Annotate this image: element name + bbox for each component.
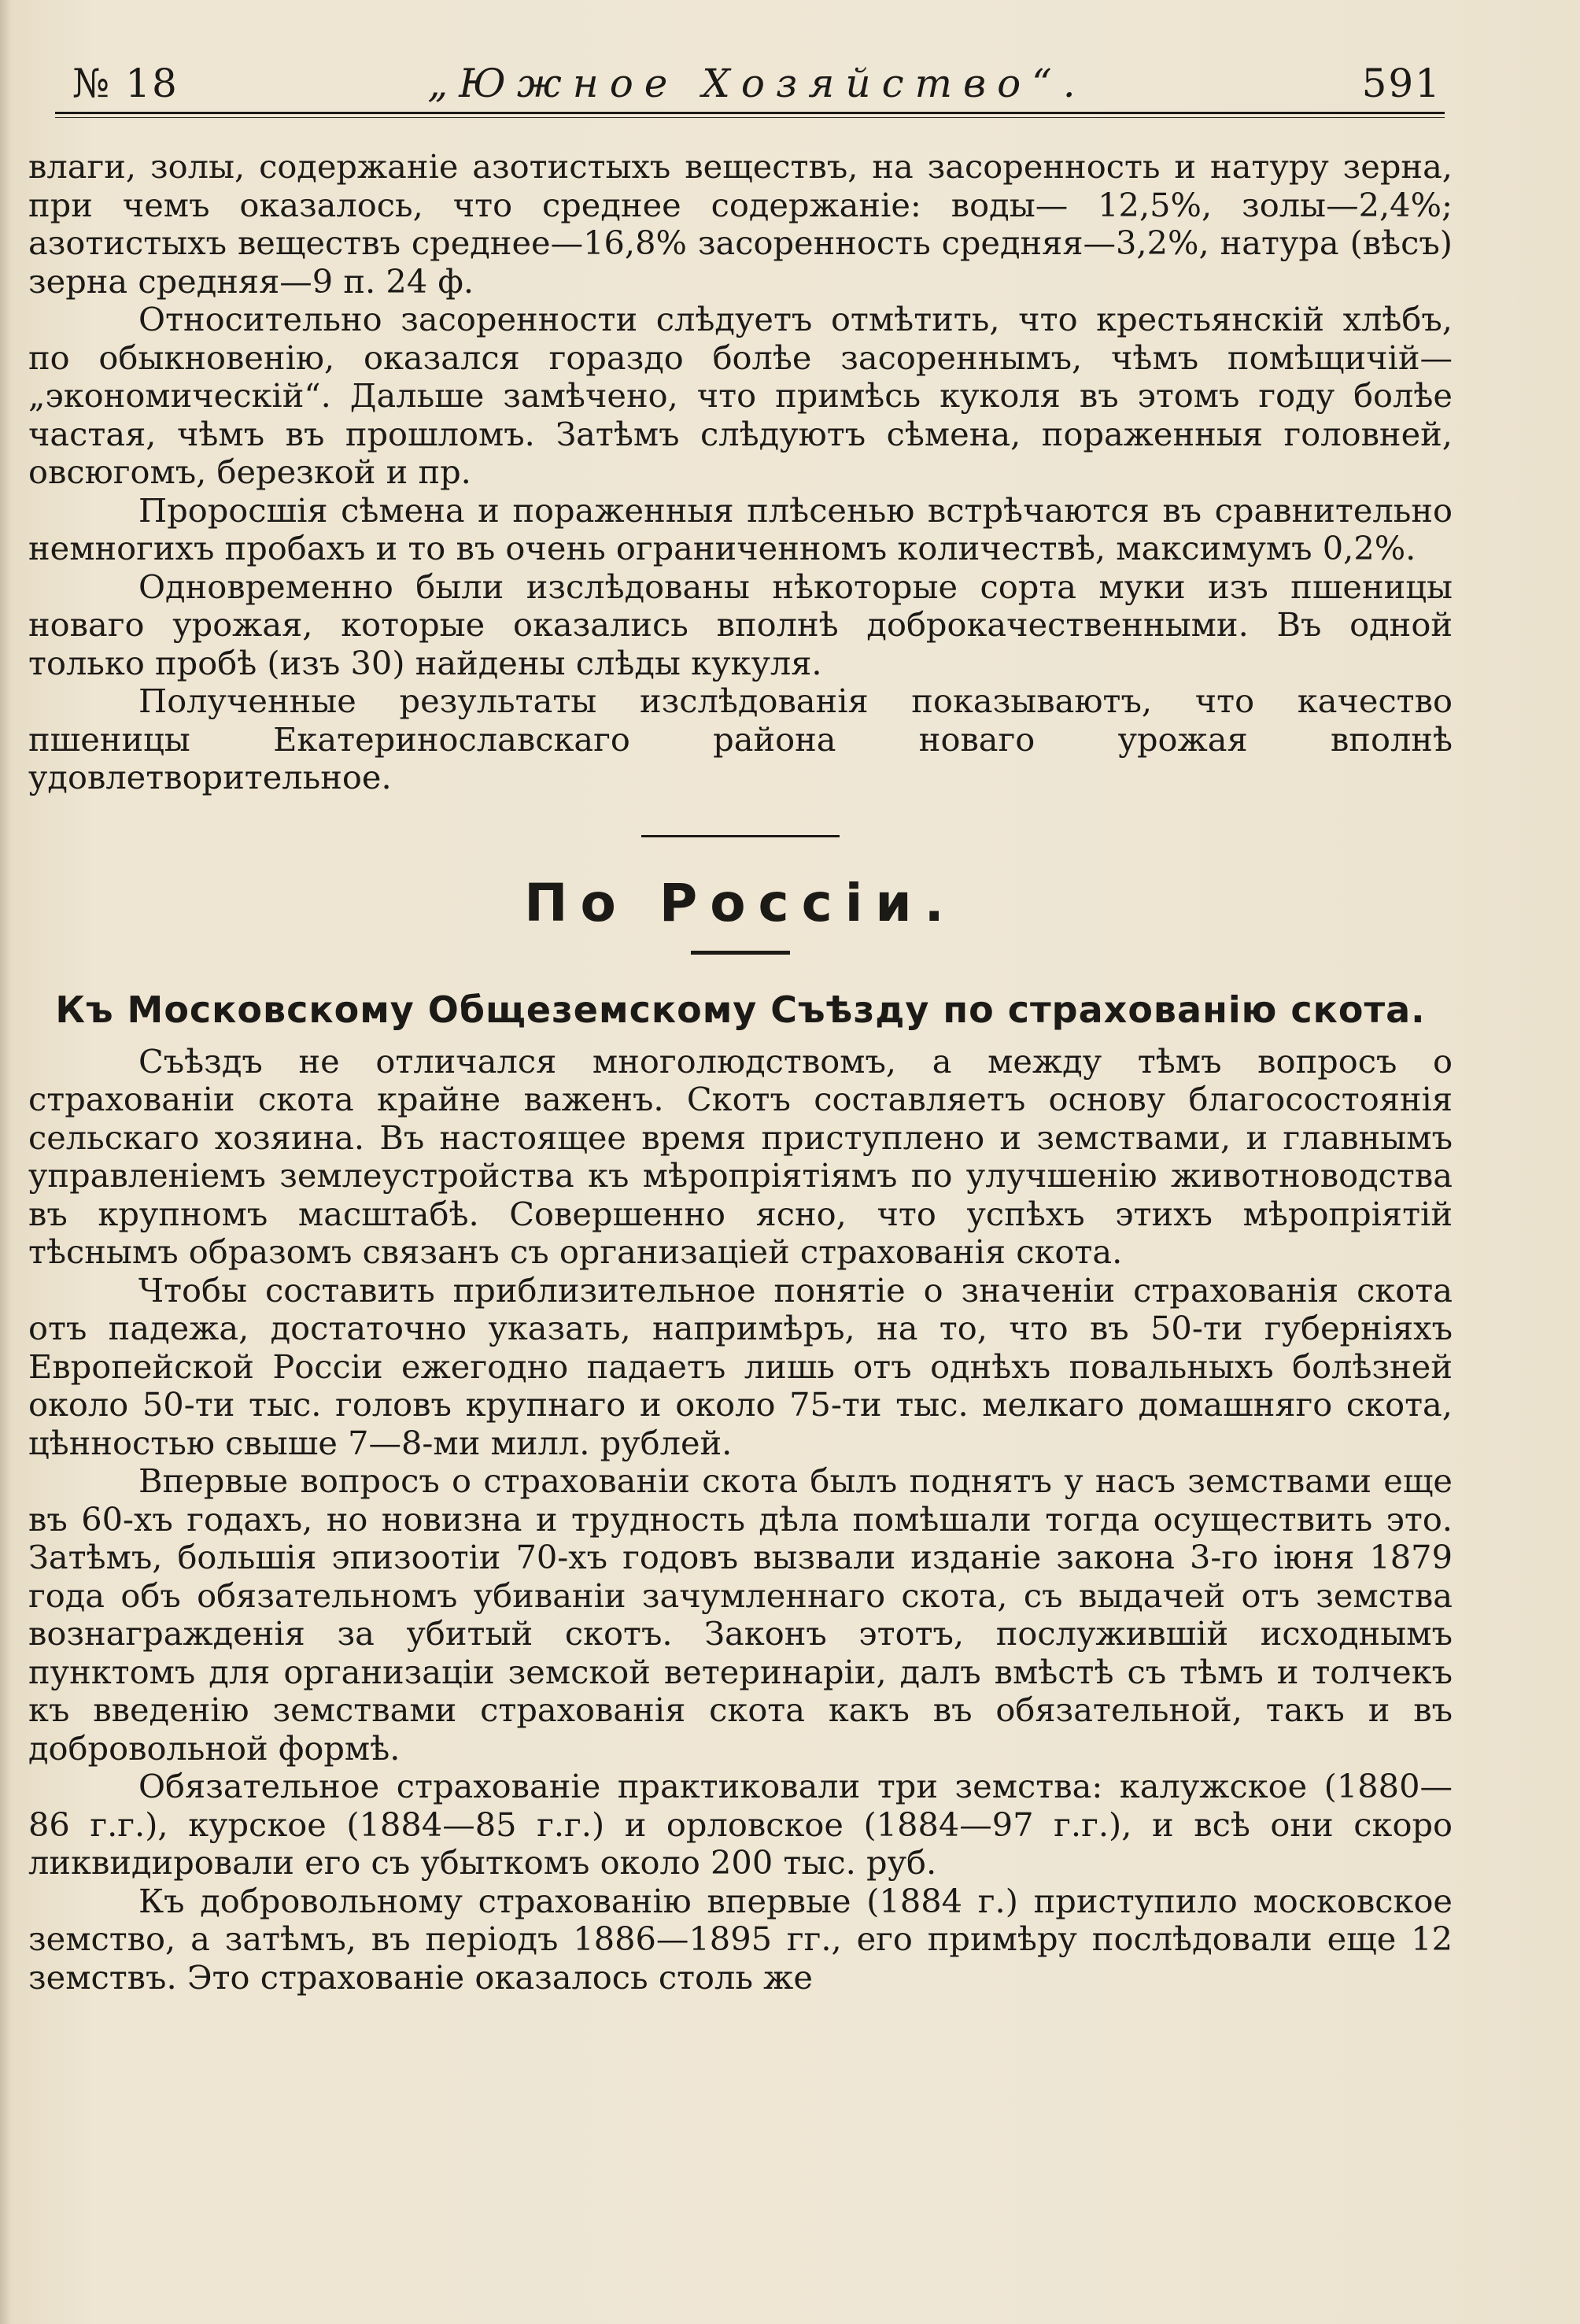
- intro-paragraph: Относительно засоренности слѣдуетъ отмѣтить, что крестьянскій хлѣбъ, по обыкновенію, оказался гораздо болѣе засореннымъ, чѣмъ помѣщичій—„экономическій“. Дальше замѣчено, что примѣсь куколя въ этомъ году болѣе частая, чѣмъ въ прошломъ. Затѣмъ слѣдуютъ сѣмена, пораженныя головней, овсюгомъ, березкой и пр.: [28, 300, 1453, 491]
- text-column: [28, 148, 1453, 1997]
- intro-paragraph: Проросшія сѣмена и пораженныя плѣсенью встрѣчаются въ сравнительно немногихъ пробахъ и то въ очень ограниченномъ количествѣ, максимумъ 0,2%.: [28, 490, 1453, 567]
- section-title-underline: [691, 951, 790, 955]
- article-paragraph: Къ добровольному страхованію впервые (1884 г.) приступило московское земство, а затѣмъ, въ періодъ 1886—1895 гг., его примѣру послѣдовали еще 12 земствъ. Это страхованіе оказалось столь же: [28, 1881, 1453, 1997]
- intro-paragraph: влаги, золы, содержаніе азотистыхъ веществъ, на засоренность и натуру зерна, при чемъ оказалось, что среднее содержаніе: воды— 12,5%, золы—2,4%; азотистыхъ веществъ среднее—16,8% засоренность средняя—3,2%, натура (вѣсъ) зерна средняя—9 п. 24 ф.: [28, 147, 1453, 301]
- article-paragraph: Съѣздъ не отличался многолюдствомъ, а между тѣмъ вопросъ о страхованіи скота крайне важенъ. Скотъ составляетъ основу благосостоянія сельскаго хозяина. Въ настоящее время приступлено и земствами, и главнымъ управленіемъ землеустройства къ мѣропріятіямъ по улучшенію животноводства въ крупномъ масштабѣ. Совершенно ясно, что успѣхъ этихъ мѣропріятій тѣснымъ образомъ связанъ съ организаціей страхованія скота.: [28, 1041, 1453, 1271]
- section-divider: [641, 835, 840, 837]
- article-title: Къ Московскому Общеземскому Съѣзду по страхованію скота.: [55, 988, 1426, 1031]
- page-number: 591: [1361, 61, 1442, 106]
- running-head: [72, 52, 1442, 115]
- section-title: По Россіи.: [524, 872, 957, 933]
- article-paragraph: Обязательное страхованіе практиковали три земства: калужское (1880—86 г.г.), курское (1884—85 г.г.) и орловское (1884—97 г.г.), и всѣ они скоро ликвидировали его съ убыткомъ около 200 тыс. руб.: [28, 1767, 1453, 1882]
- header-rule: [55, 112, 1445, 118]
- journal-title: „Южное Хозяйство“.: [427, 61, 1087, 106]
- page-binding-edge: [0, 0, 11, 2324]
- article-paragraph: Чтобы составить приблизительное понятіе о значеніи страхованія скота отъ падежа, достаточно указать, напримѣръ, на то, что въ 50-ти губерніяхъ Европейской Россіи ежегодно падаетъ лишь отъ однѣхъ повальныхъ болѣзней около 50-ти тыс. головъ крупнаго и около 75-ти тыс. мелкаго домашняго скота, цѣнностью свыше 7—8-ми милл. рублей.: [28, 1270, 1453, 1462]
- intro-paragraph: Одновременно были изслѣдованы нѣкоторые сорта муки изъ пшеницы новаго урожая, которые оказались вполнѣ доброкачественными. Въ одной только пробѣ (изъ 30) найдены слѣды кукуля.: [28, 567, 1453, 682]
- issue-number: № 18: [72, 61, 179, 106]
- intro-paragraph: Полученные результаты изслѣдованія показываютъ, что качество пшеницы Екатеринославскаго района новаго урожая вполнѣ удовлетворительное.: [28, 682, 1453, 796]
- article-paragraph: Впервые вопросъ о страхованіи скота былъ поднятъ у насъ земствами еще въ 60-хъ годахъ, но новизна и трудность дѣла помѣшали тогда осуществить это. Затѣмъ, большія эпизоотіи 70-хъ годовъ вызвали изданіе закона 3-го іюня 1879 года объ обязательномъ убиваніи зачумленнаго скота, съ выдачей отъ земства вознагражденія за убитый скотъ. Законъ этотъ, послужившій исходнымъ пунктомъ для организаціи земской ветеринаріи, далъ вмѣстѣ съ тѣмъ и толчекъ къ введенію земствами страхованія скота какъ въ обязательной, такъ и въ добровольной формѣ.: [28, 1461, 1453, 1768]
